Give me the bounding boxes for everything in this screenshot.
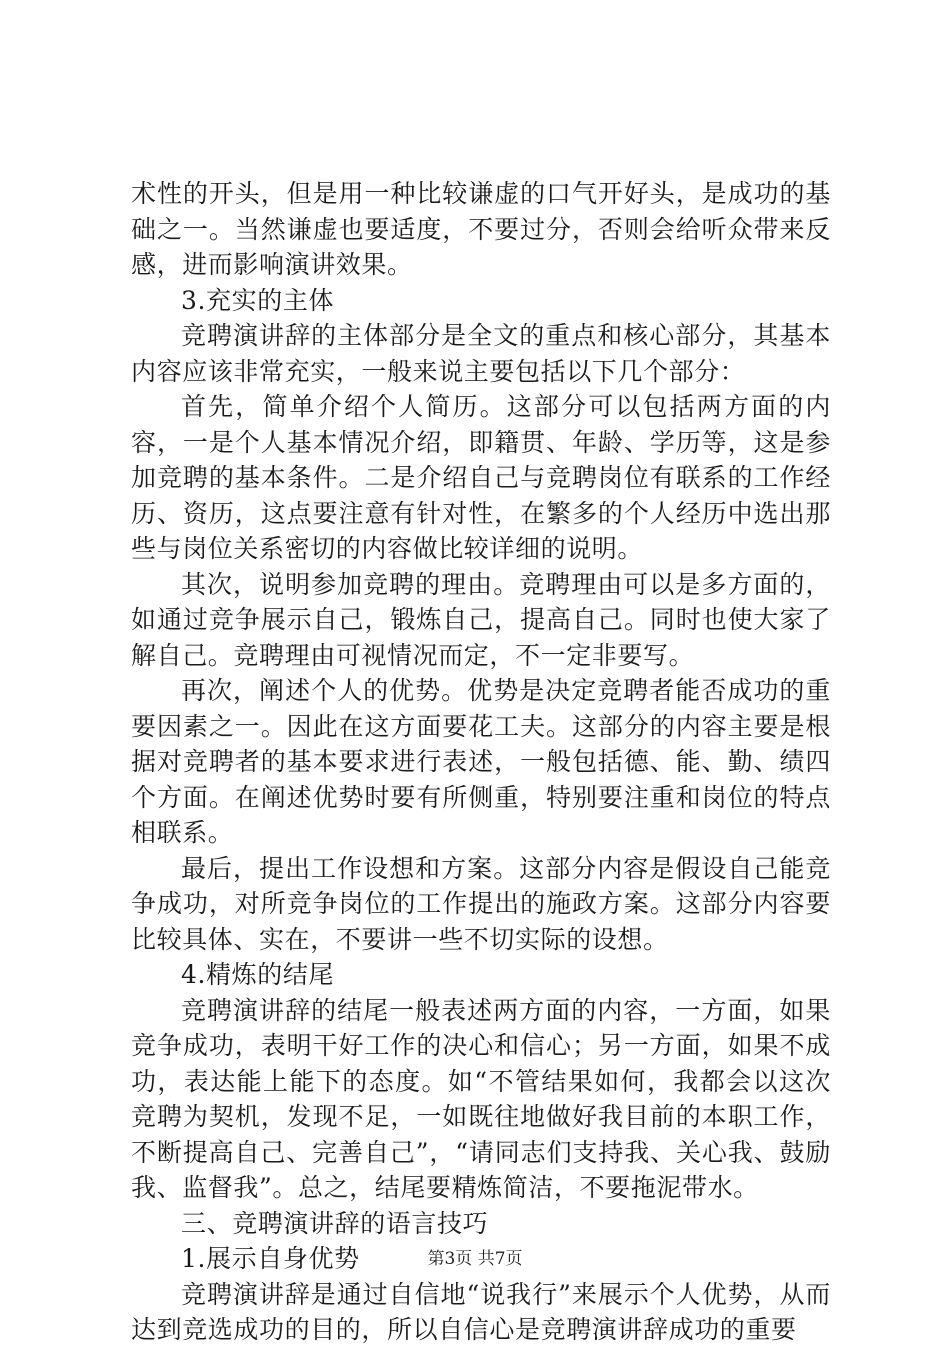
- paragraph-heading-4: 4.精炼的结尾: [181, 960, 335, 989]
- page-number-footer: 第3页 共7页: [427, 1249, 523, 1269]
- paragraph-8: 竞聘演讲辞是通过自信地“说我行”来展示个人优势，从而达到竞选成功的目的，所以自信心是竞聘演讲辞成功的重要: [131, 1279, 831, 1344]
- paragraph-5: 再次，阐述个人的优势。优势是决定竞聘者能否成功的重要因素之一。因此在这方面要花工夫。这部分的内容主要是根据对竞聘者的基本要求进行表述，一般包括德、能、勤、绩四个方面。在阐述优势时要有所侧重，特别要注重和岗位的特点相联系。: [131, 676, 831, 847]
- document-body: [131, 176, 831, 1348]
- paragraph-heading-3: 3.充实的主体: [181, 285, 335, 315]
- paragraph-heading-1: 1.展示自身优势: [181, 1244, 360, 1273]
- paragraph-4: 其次，说明参加竞聘的理由。竞聘理由可以是多方面的，如通过竞争展示自己，锻炼自己，提高自己。同时也使大家了解自己。竞聘理由可视情况而定，不一定非要写。: [131, 569, 831, 670]
- paragraph-1: 术性的开头，但是用一种比较谦虚的口气开好头，是成功的基础之一。当然谦虚也要适度，不要过分，否则会给听众带来反感，进而影响演讲效果。: [131, 179, 831, 279]
- section-heading-3: 三、竞聘演讲辞的语言技巧: [181, 1208, 489, 1238]
- paragraph-6: 最后，提出工作设想和方案。这部分内容是假设自己能竞争成功，对所竞争岗位的工作提出的施政方案。这部分内容要比较具体、实在，不要讲一些不切实际的设想。: [131, 853, 831, 954]
- paragraph-3: 首先，简单介绍个人简历。这部分可以包括两方面的内容，一是个人基本情况介绍，即籍贯、年龄、学历等，这是参加竞聘的基本条件。二是介绍自己与竞聘岗位有联系的工作经历、资历，这点要注意有针对性，在繁多的个人经历中选出那些与岗位关系密切的内容做比较详细的说明。: [131, 392, 831, 563]
- paragraph-7: 竞聘演讲辞的结尾一般表述两方面的内容，一方面，如果竞争成功，表明干好工作的决心和信心；另一方面，如果不成功，表达能上能下的态度。如“不管结果如何，我都会以这次竞聘为契机，发现不足，一如既往地做好我目前的本职工作，不断提高自己、完善自己”，“请同志们支持我、关心我、鼓励我、监督我”。总之，结尾要精炼简洁，不要拖泥带水。: [131, 995, 831, 1202]
- paragraph-2: 竞聘演讲辞的主体部分是全文的重点和核心部分，其基本内容应该非常充实，一般来说主要包括以下几个部分：: [131, 321, 831, 386]
